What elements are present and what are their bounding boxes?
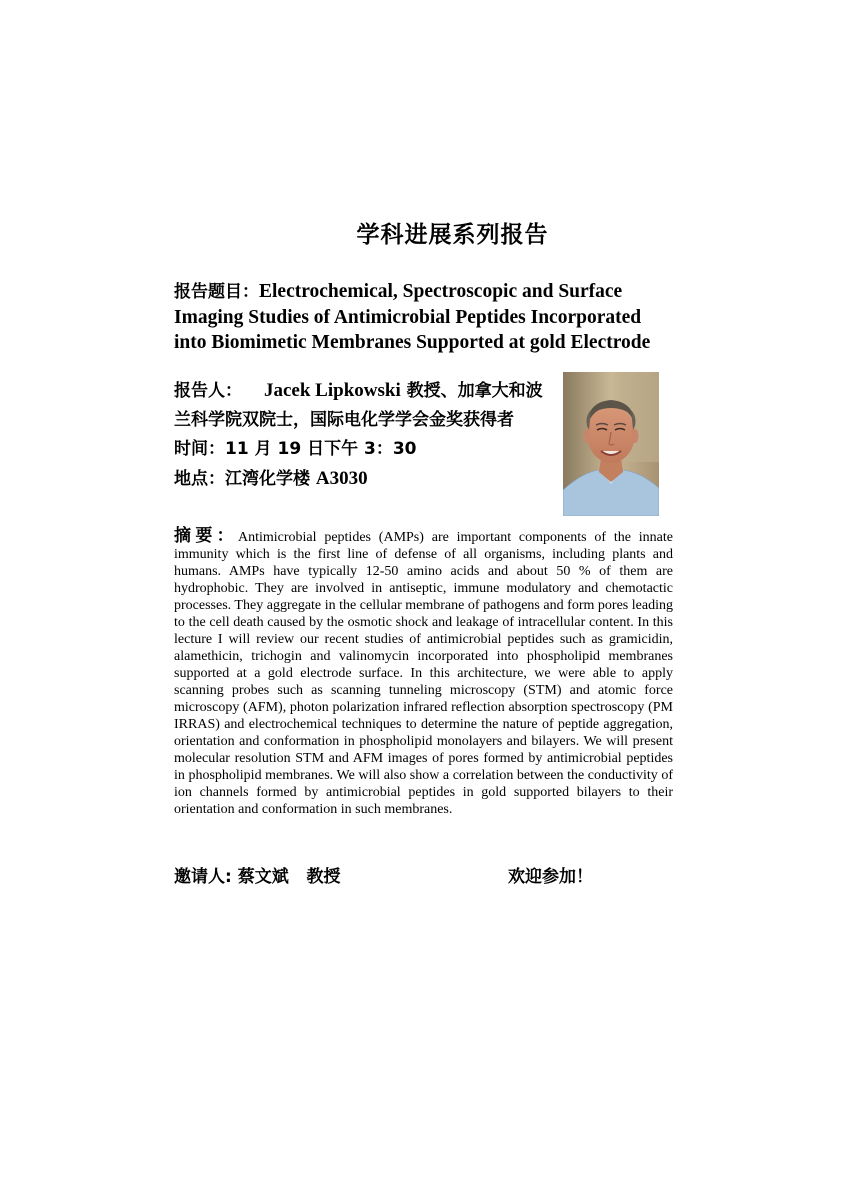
speaker-row <box>174 376 554 435</box>
location-label: 地点： <box>174 469 225 489</box>
abstract-text: Antimicrobial peptides (AMPs) are important components of the innate immunity which is the first line of defense of all organisms, including plants and humans. AMPs have typically 12-50 amino acids and about 50 % of them are hydrophobic. They are involved in antiseptic, immune modulatory and chemotactic processes. They aggregate in the cellular membrane of pathogens and form pores leading to the cell death caused by the osmotic shock and leakage of intracellular content. In this lecture I will review our recent studies of antimicrobial peptides such as gramicidin, alamethicin, trichogin and valinomycin incorporated into phospholipid membranes supported at a gold electrode surface. In this architecture, we were able to apply scanning probes such as scanning tunneling microscopy (STM) and atomic force microscopy (AFM), photon polarization infrared reflection absorption spectroscopy (PM IRRAS) and electrochemical techniques to determine the nature of peptide aggregation, orientation and conformation in phospholipid monolayers and bilayers. We will present molecular resolution STM and AFM images of pores formed by antimicrobial peptides in phospholipid membranes. We will also show a correlation between the conductivity of ion channels formed by antimicrobial peptides in gold supported bilayers to their orientation and conformation in such membranes. <box>174 530 673 817</box>
talk-title-label: 报告题目： <box>174 282 259 302</box>
location-building: 江湾化学楼 <box>225 469 310 489</box>
abstract-label: 摘要： <box>174 526 238 546</box>
speaker-info-block <box>174 376 554 494</box>
location-room: A3030 <box>315 468 368 489</box>
time-value: 11 月 19 日下午 3：30 <box>225 439 417 459</box>
inviter-title: 教授 <box>306 867 341 887</box>
welcome-text: 欢迎参加！ <box>508 867 593 887</box>
location-row <box>174 464 554 494</box>
speaker-label: 报告人： <box>174 381 242 401</box>
speaker-portrait-image <box>563 372 659 516</box>
inviter-label: 邀请人: <box>174 867 232 887</box>
speaker-name: Jacek Lipkowski <box>264 380 401 401</box>
speaker-credentials: 教授、加拿大和波兰科学院双院士，国际电化学学会金奖获得者 <box>174 381 543 430</box>
time-label: 时间： <box>174 439 225 459</box>
inviter-name: 蔡文斌 <box>237 867 289 887</box>
page-title: 学科进展系列报告 <box>356 222 549 248</box>
talk-title-text: Electrochemical, Spectroscopic and Surface Imaging Studies of Antimicrobial Peptides Incorporated into Biomimetic Membranes Supported at gold Electrode <box>174 281 651 353</box>
talk-title-block <box>174 279 674 355</box>
abstract-block <box>174 528 673 818</box>
time-row <box>174 435 554 464</box>
footer-row <box>174 862 674 887</box>
speaker-photo <box>563 372 659 516</box>
